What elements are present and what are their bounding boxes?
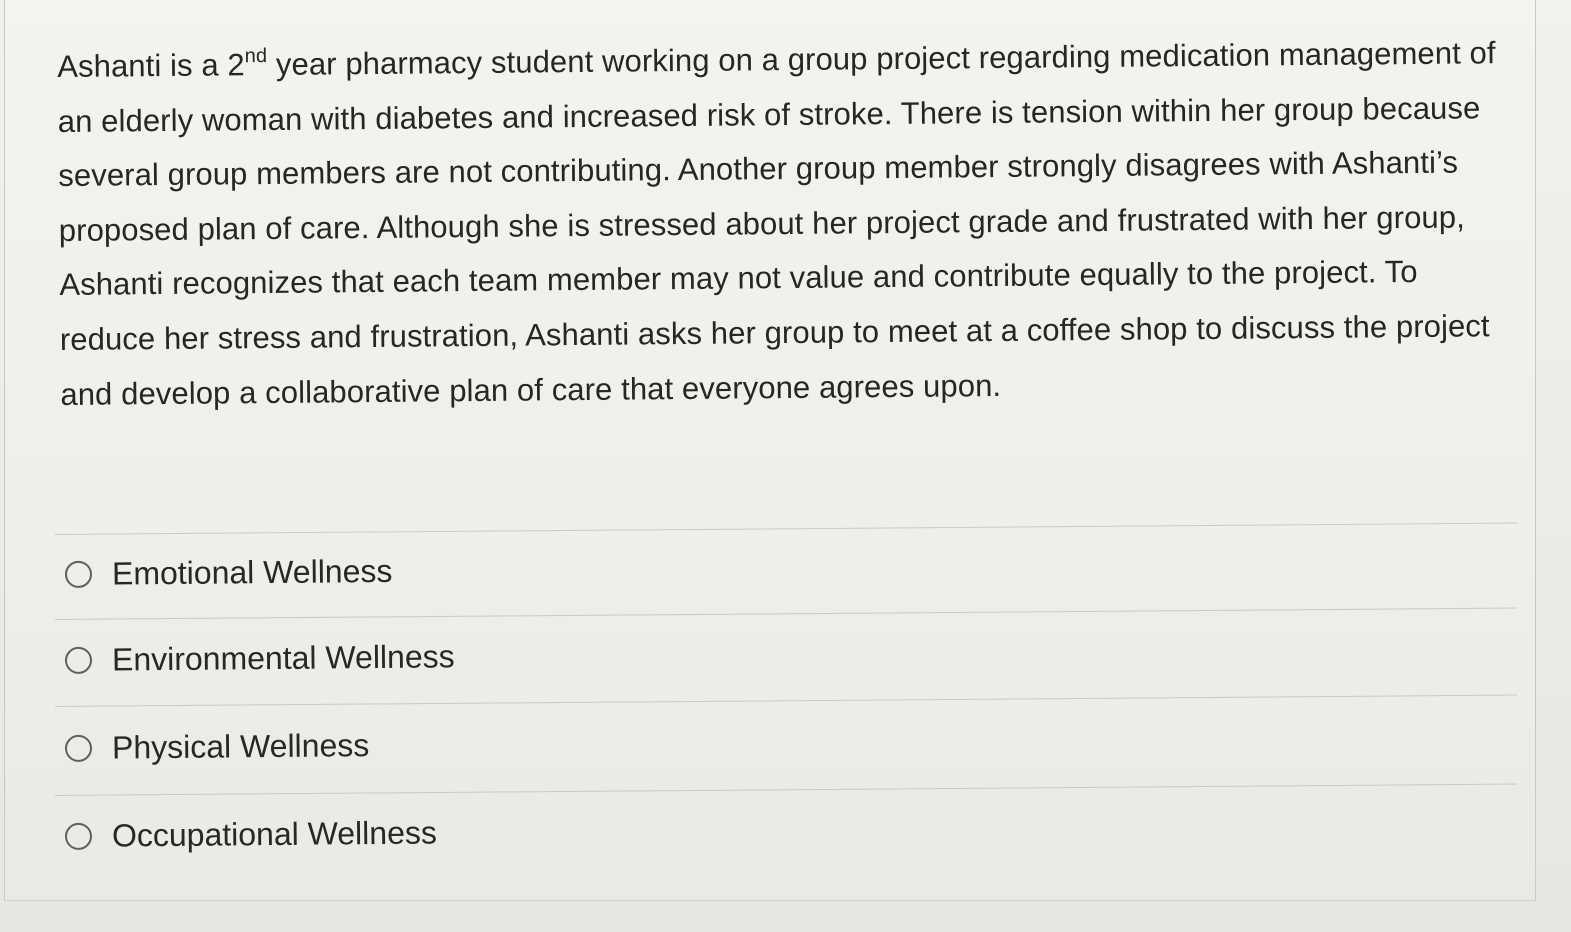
option-physical-wellness[interactable] [65, 719, 765, 770]
option-emotional-wellness[interactable] [65, 545, 765, 596]
option-label: Occupational Wellness [111, 813, 438, 854]
question-card [4, 0, 1536, 901]
divider-option-3 [55, 784, 1517, 796]
radio-button-icon[interactable] [65, 560, 92, 587]
option-label: Environmental Wellness [111, 637, 455, 678]
question-text [57, 26, 1511, 422]
question-superscript: nd [244, 44, 268, 68]
divider-option-2 [55, 695, 1517, 707]
radio-button-icon[interactable] [65, 734, 92, 761]
option-environmental-wellness[interactable] [65, 631, 765, 682]
question-text-start: Ashanti is a 2 [57, 47, 245, 84]
option-label: Emotional Wellness [111, 552, 393, 592]
divider-top [55, 523, 1517, 535]
divider-option-1 [55, 608, 1517, 620]
option-label: Physical Wellness [111, 726, 370, 766]
question-text-rest: year pharmacy student working on a group project regarding medication management of an elderly woman with diabetes and increased risk of stroke. There is tension within her group because several group members are not contributing. Another group member strongly disagrees with Ashanti’s proposed plan of care. Although she is stressed about her project grade and frustrated with her group, Ashanti recognizes that each team member may not value and contribute equally to the project. To reduce her stress and frustration, Ashanti asks her group to meet at a coffee shop to discuss the project and develop a collaborative plan of care that everyone agrees upon. [57, 35, 1496, 412]
radio-button-icon[interactable] [65, 822, 92, 849]
radio-button-icon[interactable] [65, 646, 92, 673]
option-occupational-wellness[interactable] [65, 807, 765, 858]
